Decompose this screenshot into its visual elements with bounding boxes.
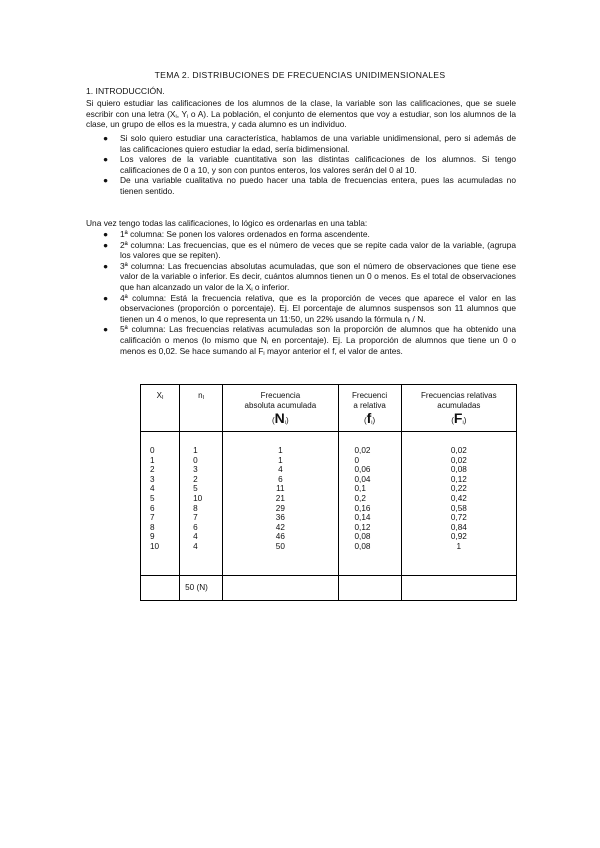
table-cell-value: 10 [193, 493, 203, 503]
table-cell-value: 0,08 [450, 465, 467, 475]
bullet-icon: ● [103, 175, 109, 186]
table-cell-value: 3 [193, 465, 198, 475]
header-Ni: Frecuencia absoluta acumulada $(N_i)$ [223, 385, 338, 432]
column-Fi [401, 432, 516, 576]
table-cell-value: 0,12 [354, 522, 371, 532]
table-cell-value: 0,14 [354, 513, 371, 523]
list-item: ● 4ª columna: Está la frecuencia relativa, que es la proporción de veces que aparece el valor en las observaciones (proporción o porcentaje). Ej. El porcentaje de alumnos suspensos son 11 alumnos que tienen un 4 o menos, lo que representa un 11:50, un 22% usando la fórmula $n_i$ / N. [103, 292, 516, 325]
table-cell-value: 0,08 [354, 541, 371, 551]
table-cell-value: 0,72 [450, 513, 467, 523]
table-cell-value: 0 [150, 446, 155, 455]
total-empty-cell [401, 576, 516, 601]
table-cell-value: 8 [193, 503, 198, 513]
table-cell-value: 2 [150, 465, 155, 475]
table-cell-value: 0,16 [354, 503, 371, 513]
table-cell-value: 2 [193, 474, 198, 484]
table-data-row [141, 432, 517, 576]
table-cell-value: 11 [276, 484, 285, 494]
intro-paragraph: Si quiero estudiar las calificaciones de los alumnos de la clase, la variable son las calificaciones, que se suele escribir con una letra ($X_i$, $Y_i$ o A). La población, el conjunto de elementos que voy a estudiar, son los alumnos de la clase, un grupo de ellos es la muestra, y cada alumno es un individuo. [86, 98, 516, 130]
bullet-icon: ● [103, 239, 109, 250]
column-ni [180, 432, 223, 576]
table-cell-value: 5 [193, 484, 198, 494]
table-cell-value: 4 [193, 541, 198, 551]
table-cell-value: 4 [193, 532, 198, 542]
bullet-icon: ● [103, 324, 109, 335]
table-cell-value: 10 [150, 541, 160, 551]
table-cell-value: 1 [150, 455, 155, 465]
header-xi: $X_I$ [141, 385, 180, 432]
bullet-icon: ● [103, 292, 109, 303]
table-cell-value: 42 [275, 522, 285, 532]
table-cell-value: 0,08 [354, 532, 371, 542]
table-cell-value: 0,84 [450, 522, 467, 532]
table-cell-value: 36 [275, 513, 285, 523]
table-cell-value: 1 [193, 446, 198, 455]
list-item: ● Si solo quiero estudiar una característica, hablamos de una variable unidimensional, pero si además de las calificaciones quiero estudiar la edad, sería bidimensional. [103, 133, 516, 154]
total-empty-cell [223, 576, 338, 601]
bullet-icon: ● [103, 260, 109, 271]
table-cell-value: 6 [150, 503, 155, 513]
table-cell-value: 9 [150, 532, 155, 542]
table-cell-value: 0,02 [450, 446, 467, 455]
total-empty-cell [338, 576, 401, 601]
table-cell-value: 50 [275, 541, 285, 551]
table-cell-value: 0,04 [354, 474, 371, 484]
table-cell-value: 1 [278, 446, 283, 455]
table-cell-value: 8 [150, 522, 155, 532]
table-cell-value: 6 [193, 522, 198, 532]
list-item: ● Los valores de la variable cuantitativa son las distintas calificaciones de los alumnos. Si tengo calificaciones de 0 a 10, y son con puntos enteros, los valores serán del 0 al 10. [103, 154, 516, 175]
table-cell-value: 0,42 [450, 493, 467, 503]
table-cell-value: 5 [150, 493, 155, 503]
table-cell-value: 6 [278, 474, 283, 484]
table-cell-value: 21 [275, 493, 285, 503]
bullet-list-2 [86, 229, 516, 356]
table-cell-value: 1 [456, 541, 462, 551]
total-empty-cell [141, 576, 180, 601]
table-cell-value: 0 [354, 455, 360, 465]
list-item: ● 5ª columna: Las frecuencias relativas acumuladas son la proporción de alumnos que ha obtenido una calificación o menos (lo mismo que $N_i$ en porcentaje). Ej. La proporción de alumnos que tiene un 0 o menos es 0,02. Se hace sumando al $F_i$ mayor anterior el f, el valor de antes. [103, 324, 516, 357]
table-cell-value: 0,22 [450, 484, 467, 494]
table-cell-value: 3 [150, 474, 155, 484]
table-cell-value: 29 [275, 503, 285, 513]
column-xi [141, 432, 180, 576]
table-cell-value: 4 [150, 484, 155, 494]
table-cell-value: 0 [193, 455, 198, 465]
table-cell-value: 0,12 [450, 474, 467, 484]
header-Fi: Frecuencias relativas acumuladas $(F_i)$ [401, 385, 516, 432]
header-ni: $n_I$ [180, 385, 223, 432]
column-Ni [223, 432, 338, 576]
table-cell-value: 7 [193, 513, 198, 523]
table-cell-value: 0,02 [450, 455, 467, 465]
bullet-icon: ● [103, 154, 109, 165]
table-cell-value: 0,92 [450, 532, 467, 542]
list-item: ● De una variable cualitativa no puedo hacer una tabla de frecuencias entera, pues las acumuladas no tienen sentido. [103, 175, 516, 196]
table-header-row [141, 385, 517, 432]
header-fi: Frecuenci a relativa $(f_i)$ [338, 385, 401, 432]
total-n-cell: 50 (N) [180, 576, 223, 601]
bullet-icon: ● [103, 133, 109, 143]
table-cell-value: 0,02 [354, 446, 371, 455]
table-cell-value: 0,06 [354, 465, 371, 475]
table-cell-value: 4 [278, 465, 283, 475]
table-total-row [141, 576, 517, 601]
table-cell-value: 0,2 [354, 493, 366, 503]
list-item: ● 1ª columna: Se ponen los valores ordenados en forma ascendente. [103, 229, 370, 239]
list-item: ● 3ª columna: Las frecuencias absolutas acumuladas, que son el número de observaciones que tiene ese valor de la variable o inferior. Es decir, cuántos alumnos tienen un 0 o menos. Es el total de observaciones que han alcanzado un valor de la $X_i$ o inferior. [103, 260, 516, 293]
frequency-table [140, 384, 517, 601]
table-intro-paragraph: Una vez tengo todas las calificaciones, lo lógico es ordenarlas en una tabla: [86, 218, 368, 228]
document-title: TEMA 2. DISTRIBUCIONES DE FRECUENCIAS UNIDIMENSIONALES [154, 70, 446, 80]
table-cell-value: 46 [275, 532, 285, 542]
table-cell-value: 7 [150, 513, 155, 523]
table-cell-value: 1 [278, 455, 283, 465]
section-heading: 1. INTRODUCCIÓN. [86, 86, 165, 96]
table-cell-value: 0,58 [450, 503, 467, 513]
bullet-list-1 [86, 133, 516, 197]
bullet-icon: ● [103, 229, 109, 239]
column-fi [338, 432, 401, 576]
table-cell-value: 0,1 [354, 484, 366, 494]
list-item: ● 2ª columna: Las frecuencias, que es el número de veces que se repite cada valor de la variable, (agrupa los valores que se repiten). [103, 239, 516, 261]
